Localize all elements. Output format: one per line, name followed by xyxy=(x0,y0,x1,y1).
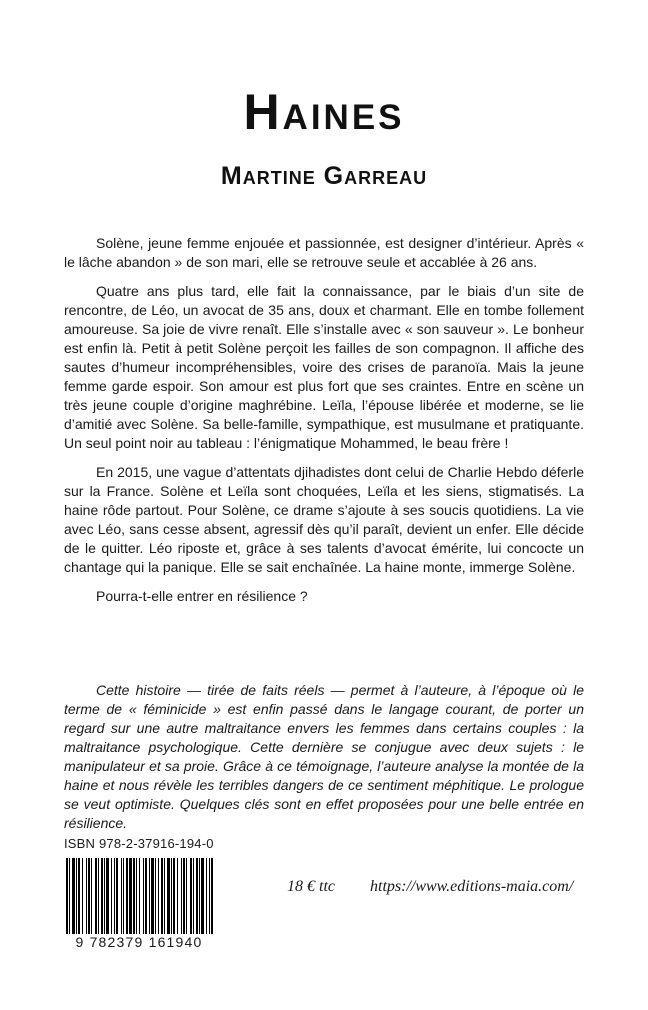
book-title: Haines xyxy=(243,84,405,140)
price: 18 € ttc xyxy=(287,878,335,895)
summary xyxy=(64,234,584,616)
summary-paragraph-2: Quatre ans plus tard, elle fait la connaissance, par le biais d’un site de rencontre, de Léo, un avocat de 35 ans, doux et charmant. Elle en tombe follement amoureuse. Sa joie de vivre renaît. Elle s’installe avec « son sauveur ». Le bonheur est enfin là. Petit à petit Solène perçoit les failles de son compagnon. Il affiche des sautes d’humeur incompréhensibles, voire des crises de paranoïa. Mais la jeune femme garde espoir. Son amour est plus fort que ses craintes. Entre en scène un très jeune couple d’origine maghrébine. Leïla, l’épouse libérée et moderne, se lie d’amitié avec Solène. Sa belle-famille, sympathique, est musulmane et pratiquante. Un seul point noir au tableau : l’énigmatique Mohammed, le beau frère ! xyxy=(64,283,584,451)
author-note: Cette histoire — tirée de faits réels — permet à l’auteure, à l’époque où le terme de « féminicide » est enfin passé dans le langage courant, de porter un regard sur une autre maltraitance envers les femmes dans certains couples : la maltraitance psychologique. Cette dernière se conjugue avec deux sujets : le manipulateur et sa proie. Grâce à ce témoignage, l’auteure analyse la montée de la haine et nous révèle les terribles dangers de ce sentiment méphitique. Le prologue se veut optimiste. Quelques clés sont en effet proposées pour une belle entrée en résilience. xyxy=(64,682,584,831)
publisher-website: https://www.editions-maia.com/ xyxy=(370,878,574,895)
book-author: Martine Garreau xyxy=(220,162,428,190)
isbn-label: ISBN 978-2-37916-194-0 xyxy=(64,836,214,851)
barcode-bars xyxy=(64,858,214,936)
barcode-digits: 9 782379 161940 xyxy=(64,934,214,950)
summary-paragraph-3: En 2015, une vague d’attentats djihadistes dont celui de Charlie Hebdo déferle sur la France. Solène et Leïla sont choquées, Leïla et les siens, stigmatisés. La haine rôde partout. Pour Solène, ce drame s’ajoute à ses soucis quotidiens. La vie avec Léo, sans cesse absent, agressif dès qu’il paraît, devient un enfer. Elle décide de le quitter. Léo riposte et, grâce à ses talents d’avocat émérite, lui concocte un chantage qui la panique. Elle se sait enchaînée. La haine monte, immerge Solène. xyxy=(64,464,584,575)
summary-paragraph-1: Solène, jeune femme enjouée et passionnée, est designer d’intérieur. Après « le lâche abandon » de son mari, elle se retrouve seule et accablée à 26 ans. xyxy=(64,235,584,270)
summary-paragraph-4: Pourra-t-elle entrer en résilience ? xyxy=(96,588,308,604)
